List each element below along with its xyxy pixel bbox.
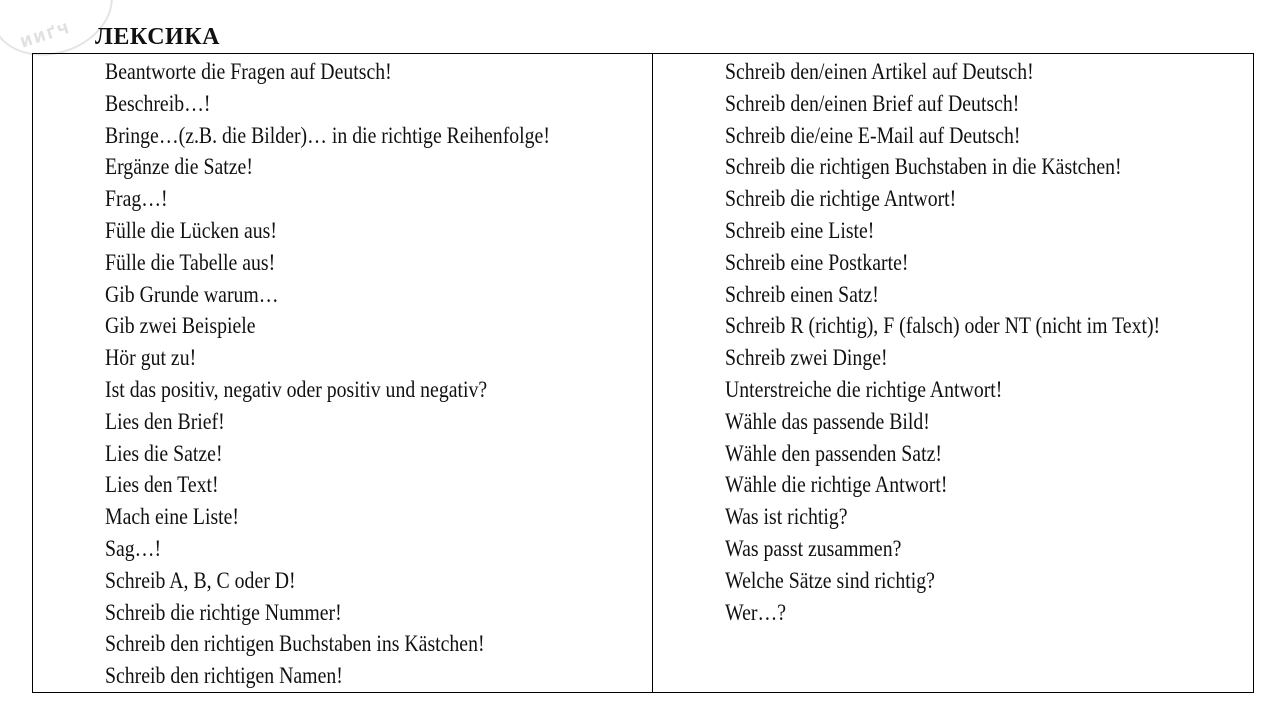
phrase-item: Beantworte die Fragen auf Deutsch! — [105, 59, 392, 84]
phrase-item: Schreib die richtigen Buchstaben in die Kästchen! — [725, 154, 1122, 180]
phrase-item: Schreib die/eine E-Mail auf Deutsch! — [725, 122, 1021, 148]
phrase-item: Sag…! — [105, 535, 162, 561]
phrase-item: Schreib eine Postkarte! — [725, 249, 909, 275]
left-phrase-list — [105, 54, 652, 692]
phrase-item: Welche Sätze sind richtig? — [725, 567, 935, 593]
phrase-item: Lies den Brief! — [105, 408, 225, 434]
phrase-item: Bringe…(z.B. die Bilder)… in die richtige Reihenfolge! — [105, 122, 550, 148]
phrase-item: Ist das positiv, negativ oder positiv und negativ? — [105, 376, 488, 402]
left-column — [33, 54, 653, 692]
phrase-item: Schreib zwei Dinge! — [725, 345, 888, 371]
phrase-item: Fülle die Tabelle aus! — [105, 249, 276, 275]
phrase-item: Ergänze die Satze! — [105, 154, 253, 180]
phrase-item: Beschreib…! — [105, 90, 211, 116]
phrase-item: Gib Grunde warum… — [105, 281, 279, 307]
watermark-stamp-text: ИИҐЧ — [18, 20, 73, 52]
page-heading: ЛЕКСИКА — [95, 24, 220, 50]
phrase-item: Schreib den/einen Artikel auf Deutsch! — [725, 59, 1034, 84]
phrase-item: Schreib eine Liste! — [725, 217, 875, 243]
phrase-item: Unterstreiche die richtige Antwort! — [725, 376, 1003, 402]
phrase-item: Schreib einen Satz! — [725, 281, 879, 307]
phrase-item: Schreib die richtige Nummer! — [105, 599, 342, 625]
phrase-item: Wer…? — [725, 599, 787, 625]
vocabulary-table — [32, 53, 1254, 693]
phrase-item: Wähle den passenden Satz! — [725, 440, 942, 466]
phrase-item: Schreib A, B, C oder D! — [105, 567, 296, 593]
phrase-item: Schreib R (richtig), F (falsch) oder NT (nicht im Text)! — [725, 313, 1161, 339]
phrase-item: Schreib den richtigen Buchstaben ins Kästchen! — [105, 631, 485, 657]
right-phrase-list — [725, 54, 1253, 628]
phrase-item: Was passt zusammen? — [725, 535, 902, 561]
phrase-item: Lies die Satze! — [105, 440, 223, 466]
phrase-item: Wähle die richtige Antwort! — [725, 472, 948, 498]
phrase-item: Hör gut zu! — [105, 345, 197, 371]
phrase-item: Schreib den richtigen Namen! — [105, 663, 343, 689]
phrase-item: Lies den Text! — [105, 472, 219, 498]
phrase-item: Mach eine Liste! — [105, 504, 240, 530]
phrase-item: Wähle das passende Bild! — [725, 408, 930, 434]
phrase-item: Gib zwei Beispiele — [105, 313, 256, 339]
phrase-item: Frag…! — [105, 186, 168, 212]
phrase-item: Schreib die richtige Antwort! — [725, 186, 957, 212]
right-column — [653, 54, 1253, 692]
phrase-item: Was ist richtig? — [725, 504, 848, 530]
phrase-item: Schreib den/einen Brief auf Deutsch! — [725, 90, 1020, 116]
phrase-item: Fülle die Lücken aus! — [105, 217, 277, 243]
